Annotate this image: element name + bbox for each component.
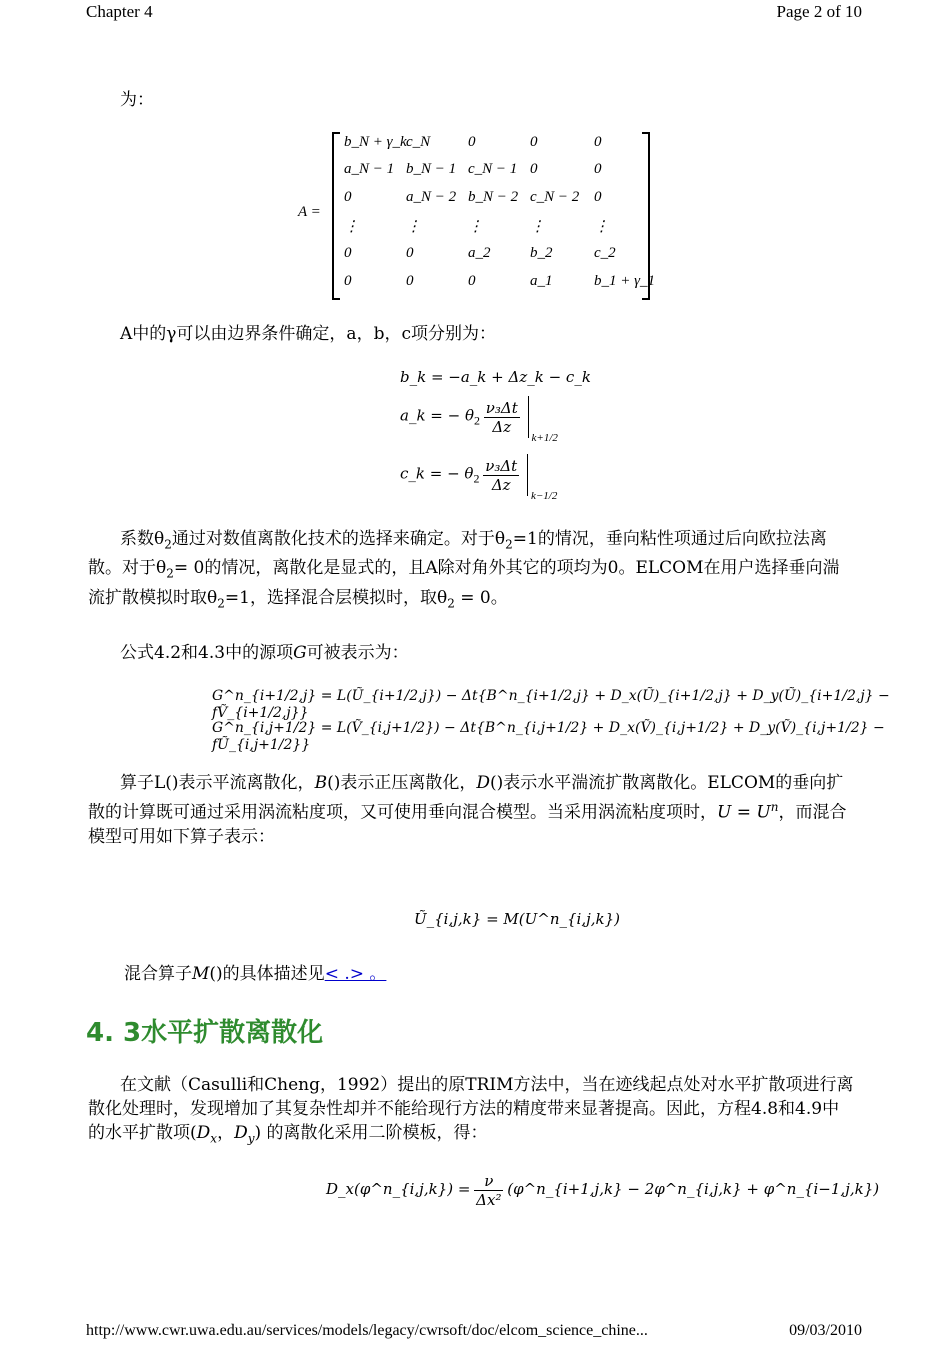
coefficient-intro: A中的γ可以由边界条件确定，a，b，c项分别为： [120, 324, 496, 344]
footer-date: 09/03/2010 [789, 1322, 862, 1339]
matrix-cell: b_2 [530, 245, 553, 261]
equation-mix: Ũ_{i,j,k} = M(U^n_{i,j,k}) [414, 910, 621, 928]
matrix-cell: 0 [594, 189, 602, 205]
matrix-cell: 0 [344, 245, 352, 261]
footer [86, 1322, 862, 1340]
intro-text: 为： [120, 90, 154, 110]
matrix-cell: 0 [406, 273, 414, 289]
matrix-cell: 0 [594, 134, 602, 150]
diffusion-paragraph: 在文献（Casulli和Cheng，1992）提出的原TRIM方法中，当在迹线起点处对水平扩散项进行离散化处理时，发现增加了其复杂性却并不能给现行方法的精度带来显著提高。因此，方程4.8和4.9中的水平扩散项($D_x$，$D_y$) 的离散化采用二阶模板，得： [88, 1075, 854, 1146]
header-chapter: Chapter 4 [86, 2, 153, 21]
mix-operator-text: 混合算子M()的具体描述见< .> 。 [124, 964, 387, 984]
theta-paragraph: 系数$\theta_2$通过对数值离散化技术的选择来确定。对于$\theta_2=1$的情况，垂向粘性项通过后向欧拉法离散。对于$\theta_2= 0$的情况，离散化是显式的，且A除对角外其它的项均为0。ELCOM在用户选择垂向湍流扩散模拟时取$\theta_2=1$，选择混合层模拟时，取$\theta_2 = 0$。 [88, 529, 840, 611]
source-term-intro: 公式4.2和4.3中的源项G可被表示为： [120, 643, 409, 663]
matrix-cell: c_N [406, 134, 431, 150]
matrix-cell: c_N − 1 [468, 161, 518, 177]
matrix-cell: ⋮ [406, 219, 421, 235]
matrix-cell: ⋮ [530, 219, 545, 235]
reference-link[interactable]: < .> 。 [324, 964, 387, 984]
matrix-cell: 0 [344, 273, 352, 289]
matrix-cell: ⋮ [468, 219, 483, 235]
matrix-cell: ⋮ [344, 219, 359, 235]
equation-g2: G^n_{i,j+1/2} = L(Ṽ_{i,j+1/2}) − Δt{B^n_{i,j+1/2} + D_x(Ṽ)_{i,j+1/2} + D_y(Ṽ)_{i,j+1/2} − fŨ_{i,j+1/2}} [212, 720, 885, 753]
matrix-cell: a_N − 2 [406, 189, 457, 205]
matrix-cell: b_1 + γ_1 [594, 273, 656, 289]
matrix-cell: 0 [530, 161, 538, 177]
equation-b: b_k = −a_k + Δz_k − c_k [400, 368, 591, 386]
matrix-a [298, 132, 658, 298]
header-page-number: Page 2 of 10 [776, 2, 862, 21]
matrix-cell: a_1 [530, 273, 553, 289]
matrix-left-bracket [332, 132, 340, 300]
equation-g1: G^n_{i+1/2,j} = L(Ũ_{i+1/2,j}) − Δt{B^n_{i+1/2,j} + D_x(Ũ)_{i+1/2,j} + D_y(Ũ)_{i+1/2,j} − fṼ_{i+1/2,j}} [212, 688, 890, 721]
equation-dx: D_x(φ^n_{i,j,k}) = $\frac{\nu}{\text{Δx²}}$ (φ^n_{i+1,j,k} − 2φ^n_{i,j,k} + φ^n_{i−1,j,k}) [326, 1172, 880, 1209]
matrix-label: A = [298, 204, 321, 220]
matrix-cell: c_2 [594, 245, 616, 261]
matrix-cell: 0 [594, 161, 602, 177]
matrix-cell: 0 [530, 134, 538, 150]
matrix-cell: 0 [406, 245, 414, 261]
matrix-cell: 0 [468, 134, 476, 150]
matrix-cell: a_N − 1 [344, 161, 395, 177]
footer-url: http://www.cwr.uwa.edu.au/services/models/legacy/cwrsoft/doc/elcom_science_chine... [86, 1322, 648, 1339]
matrix-cell: 0 [468, 273, 476, 289]
matrix-cell: b_N − 1 [406, 161, 457, 177]
matrix-cell: c_N − 2 [530, 189, 580, 205]
matrix-cell: 0 [344, 189, 352, 205]
equation-c: c_k = − $\theta_2$ $\frac{\text{ν₃Δt}}{\Delta z}$ k−1/2 [400, 454, 528, 496]
matrix-cell: ⋮ [594, 219, 609, 235]
matrix-cell: a_2 [468, 245, 491, 261]
matrix-cell: b_N − 2 [468, 189, 519, 205]
equation-a: a_k = − $\theta_2$ $\frac{\text{ν₃Δt}}{\Delta z}$ k+1/2 [400, 396, 529, 438]
matrix-cell: b_N + γ_k [344, 134, 407, 150]
operator-paragraph: 算子L()表示平流离散化，B()表示正压离散化，D()表示水平湍流扩散离散化。ELCOM的垂向扩散的计算既可通过采用涡流粘度项，又可使用垂向混合模型。当采用涡流粘度项时，$U = U^n$，而混合模型可用如下算子表示： [88, 773, 847, 847]
section-title: 4. 3水平扩散离散化 [86, 1018, 324, 1048]
